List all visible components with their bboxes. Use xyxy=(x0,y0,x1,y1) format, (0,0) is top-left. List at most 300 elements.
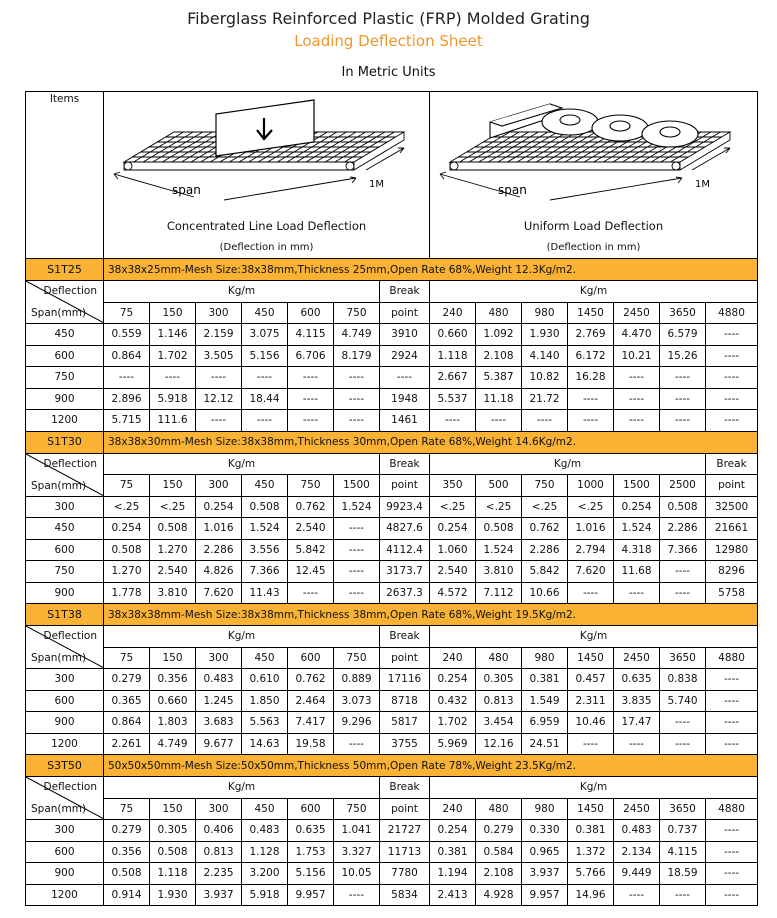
deflection-value-right: 0.254 xyxy=(430,820,476,842)
deflection-value-right: ---- xyxy=(614,367,660,389)
load-value-left: 300 xyxy=(196,475,242,497)
deflection-value-left: 1.270 xyxy=(150,539,196,561)
load-value-left: 600 xyxy=(288,647,334,669)
deflection-value-right: ---- xyxy=(706,388,758,410)
deflection-value-left: 5.156 xyxy=(288,863,334,885)
deflection-value-right: ---- xyxy=(706,367,758,389)
span-label: Span(mm) xyxy=(31,307,87,319)
deflection-value-right: <.25 xyxy=(568,496,614,518)
deflection-value-left: 1.041 xyxy=(334,820,380,842)
deflection-value-left: 10.05 xyxy=(334,863,380,885)
deflection-value-left: ---- xyxy=(334,884,380,906)
table-row xyxy=(26,863,758,885)
deflection-value-right: ---- xyxy=(660,884,706,906)
deflection-value-right: 2.794 xyxy=(568,539,614,561)
deflection-value-right: 0.457 xyxy=(568,669,614,691)
deflection-table xyxy=(25,91,758,906)
deflection-value-right: 3.454 xyxy=(476,712,522,734)
deflection-value-right: 5.766 xyxy=(568,863,614,885)
column-header-row xyxy=(26,453,758,475)
deflection-value-left: 5.918 xyxy=(150,388,196,410)
deflection-value-left: 0.508 xyxy=(150,841,196,863)
line-load-note: (Deflection in mm) xyxy=(219,242,314,253)
deflection-value-right: 0.330 xyxy=(522,820,568,842)
deflection-value-left: ---- xyxy=(288,410,334,432)
page-title: Fiberglass Reinforced Plastic (FRP) Molded Grating xyxy=(187,9,590,28)
load-value-right: 240 xyxy=(430,302,476,324)
deflection-value-right: <.25 xyxy=(522,496,568,518)
break-point-value: 3910 xyxy=(380,324,430,346)
deflection-value-left: 5.918 xyxy=(242,884,288,906)
deflection-value-right: 0.838 xyxy=(660,669,706,691)
width-label: 1M xyxy=(695,179,711,190)
break-point-value: 5817 xyxy=(380,712,430,734)
deflection-value-right: 1.372 xyxy=(568,841,614,863)
break-point-label: point xyxy=(380,302,430,324)
load-value-right: 2450 xyxy=(614,798,660,820)
span-label: Span(mm) xyxy=(31,803,87,815)
load-value-right: 2450 xyxy=(614,302,660,324)
deflection-value-left: ---- xyxy=(334,410,380,432)
load-value-right: 3650 xyxy=(660,647,706,669)
deflection-value-right: ---- xyxy=(706,712,758,734)
kgm-header-left: Kg/m xyxy=(104,453,380,475)
deflection-value-left: 7.366 xyxy=(242,561,288,583)
deflection-value-right: 3.937 xyxy=(522,863,568,885)
deflection-value-left: 2.261 xyxy=(104,733,150,755)
deflection-value-right: 11.18 xyxy=(476,388,522,410)
deflection-value-left: 9.957 xyxy=(288,884,334,906)
deflection-value-right: ---- xyxy=(660,410,706,432)
deflection-value-left: 0.914 xyxy=(104,884,150,906)
deflection-value-left: ---- xyxy=(196,367,242,389)
load-value-right: 1450 xyxy=(568,647,614,669)
load-value-right: 2450 xyxy=(614,647,660,669)
deflection-value-left: 1.016 xyxy=(196,518,242,540)
span-value: 1200 xyxy=(26,733,104,755)
break-point-label: point xyxy=(380,798,430,820)
span-value: 300 xyxy=(26,820,104,842)
load-value-right: 980 xyxy=(522,302,568,324)
deflection-label: Deflection xyxy=(43,457,97,470)
span-value: 300 xyxy=(26,669,104,691)
deflection-span-header xyxy=(26,626,104,669)
load-value-left: 150 xyxy=(150,798,196,820)
deflection-value-right: 11.68 xyxy=(614,561,660,583)
deflection-value-left: 3.937 xyxy=(196,884,242,906)
table-row xyxy=(26,669,758,691)
span-label: span xyxy=(498,183,527,197)
deflection-value-right: ---- xyxy=(568,410,614,432)
load-value-right: 350 xyxy=(430,475,476,497)
break-point-value: 1461 xyxy=(380,410,430,432)
deflection-span-header xyxy=(26,281,104,324)
table-row xyxy=(26,712,758,734)
span-value: 900 xyxy=(26,863,104,885)
deflection-value-left: <.25 xyxy=(150,496,196,518)
span-label: Span(mm) xyxy=(31,479,87,492)
span-value: 1200 xyxy=(26,884,104,906)
column-header-row xyxy=(26,626,758,648)
uniform-load-illustration xyxy=(430,92,758,259)
deflection-value-left: 1.270 xyxy=(104,561,150,583)
load-value-right: 4880 xyxy=(706,302,758,324)
deflection-value-left: 0.813 xyxy=(196,841,242,863)
deflection-value-right: 1.118 xyxy=(430,345,476,367)
deflection-value-right: ---- xyxy=(614,582,660,604)
deflection-value-right: 1.016 xyxy=(568,518,614,540)
kgm-header-right: Kg/m xyxy=(430,777,758,799)
deflection-value-right: 5.842 xyxy=(522,561,568,583)
deflection-value-right: ---- xyxy=(706,841,758,863)
deflection-value-left: 0.610 xyxy=(242,669,288,691)
deflection-value-left: 3.200 xyxy=(242,863,288,885)
deflection-value-right: ---- xyxy=(476,410,522,432)
break-point-value: ---- xyxy=(380,367,430,389)
load-value-left: 750 xyxy=(334,798,380,820)
deflection-value-left: ---- xyxy=(242,410,288,432)
deflection-value-right: 1.702 xyxy=(430,712,476,734)
deflection-value-right: ---- xyxy=(706,690,758,712)
deflection-value-left: 0.889 xyxy=(334,669,380,691)
deflection-value-right: ---- xyxy=(568,388,614,410)
deflection-value-right: 10.21 xyxy=(614,345,660,367)
load-value-right: 4880 xyxy=(706,798,758,820)
deflection-value-right: 21.72 xyxy=(522,388,568,410)
deflection-value-left: 1.524 xyxy=(242,518,288,540)
deflection-value-left: 5.842 xyxy=(288,539,334,561)
page-subtitle: Loading Deflection Sheet xyxy=(294,32,483,50)
deflection-value-right: 17.47 xyxy=(614,712,660,734)
deflection-value-left: 0.864 xyxy=(104,712,150,734)
deflection-value-right: ---- xyxy=(706,733,758,755)
load-value-right: 1450 xyxy=(568,302,614,324)
section-code: S1T30 xyxy=(26,431,104,453)
deflection-value-left: 1.803 xyxy=(150,712,196,734)
break-header-right: Break xyxy=(706,453,758,475)
load-value-right: 3650 xyxy=(660,798,706,820)
uniform-load-grating-icon xyxy=(430,92,756,217)
deflection-value-right: 4.318 xyxy=(614,539,660,561)
deflection-value-left: 0.508 xyxy=(104,863,150,885)
break-point-value: 8718 xyxy=(380,690,430,712)
uniform-load-note: (Deflection in mm) xyxy=(546,242,641,253)
load-value-left: 75 xyxy=(104,647,150,669)
load-value-left: 150 xyxy=(150,647,196,669)
deflection-value-right: 1.092 xyxy=(476,324,522,346)
deflection-value-right: 2.667 xyxy=(430,367,476,389)
deflection-value-right: 0.483 xyxy=(614,820,660,842)
span-value: 750 xyxy=(26,561,104,583)
deflection-value-left: 0.508 xyxy=(242,496,288,518)
deflection-value-left: 0.254 xyxy=(196,496,242,518)
deflection-value-right: 9.449 xyxy=(614,863,660,885)
load-value-right: 480 xyxy=(476,647,522,669)
deflection-value-left: 111.6 xyxy=(150,410,196,432)
deflection-value-right: 0.254 xyxy=(430,669,476,691)
deflection-value-left: 0.305 xyxy=(150,820,196,842)
table-row xyxy=(26,884,758,906)
deflection-value-right: ---- xyxy=(568,733,614,755)
column-header-row xyxy=(26,281,758,303)
deflection-value-right: 5.387 xyxy=(476,367,522,389)
section-code: S1T38 xyxy=(26,604,104,626)
table-row xyxy=(26,820,758,842)
deflection-value-right: 2.286 xyxy=(660,518,706,540)
break-point-value: 1948 xyxy=(380,388,430,410)
load-value-right: 240 xyxy=(430,647,476,669)
deflection-value-right: ---- xyxy=(660,733,706,755)
deflection-value-left: 0.356 xyxy=(104,841,150,863)
table-row xyxy=(26,841,758,863)
deflection-value-right: 1.930 xyxy=(522,324,568,346)
deflection-value-left: 1.702 xyxy=(150,345,196,367)
section-header-row xyxy=(26,431,758,453)
deflection-value-left: 0.365 xyxy=(104,690,150,712)
span-value: 600 xyxy=(26,539,104,561)
deflection-value-right: 0.660 xyxy=(430,324,476,346)
deflection-value-right: 5.969 xyxy=(430,733,476,755)
deflection-value-right: ---- xyxy=(660,561,706,583)
deflection-value-right: 3.835 xyxy=(614,690,660,712)
load-values-row xyxy=(26,647,758,669)
deflection-label: Deflection xyxy=(43,630,97,642)
deflection-value-right: 4.470 xyxy=(614,324,660,346)
section-code: S1T25 xyxy=(26,259,104,281)
deflection-value-right: 10.66 xyxy=(522,582,568,604)
deflection-value-right: ---- xyxy=(522,410,568,432)
deflection-value-left: 4.749 xyxy=(150,733,196,755)
load-value-left: 300 xyxy=(196,798,242,820)
deflection-value-left: ---- xyxy=(242,367,288,389)
span-value: 1200 xyxy=(26,410,104,432)
width-label: 1M xyxy=(369,179,384,190)
table-row xyxy=(26,582,758,604)
deflection-value-right: ---- xyxy=(706,863,758,885)
deflection-value-right: 5.740 xyxy=(660,690,706,712)
deflection-value-right: 4.140 xyxy=(522,345,568,367)
deflection-value-left: ---- xyxy=(334,367,380,389)
deflection-value-right: 0.381 xyxy=(568,820,614,842)
deflection-value-left: ---- xyxy=(288,388,334,410)
load-value-left: 450 xyxy=(242,475,288,497)
load-value-right: 2500 xyxy=(660,475,706,497)
load-value-left: 600 xyxy=(288,302,334,324)
deflection-value-left: 3.683 xyxy=(196,712,242,734)
deflection-value-left: 2.286 xyxy=(196,539,242,561)
deflection-value-right: 6.172 xyxy=(568,345,614,367)
load-value-left: 450 xyxy=(242,302,288,324)
deflection-value-right: 10.46 xyxy=(568,712,614,734)
span-value: 900 xyxy=(26,388,104,410)
deflection-value-right: ---- xyxy=(706,324,758,346)
section-header-row xyxy=(26,259,758,281)
deflection-value-left: 2.464 xyxy=(288,690,334,712)
deflection-value-left: 2.540 xyxy=(288,518,334,540)
load-value-left: 750 xyxy=(334,647,380,669)
deflection-value-right: 2.311 xyxy=(568,690,614,712)
deflection-value-right: 2.413 xyxy=(430,884,476,906)
table-row xyxy=(26,345,758,367)
deflection-value-left: 0.279 xyxy=(104,820,150,842)
deflection-value-right: ---- xyxy=(614,388,660,410)
deflection-value-left: 0.406 xyxy=(196,820,242,842)
deflection-value-left: <.25 xyxy=(104,496,150,518)
table-row xyxy=(26,690,758,712)
units-label: In Metric Units xyxy=(341,65,436,80)
load-values-row xyxy=(26,302,758,324)
break-point-value: 3755 xyxy=(380,733,430,755)
load-value-right: 500 xyxy=(476,475,522,497)
span-label: span xyxy=(172,183,201,197)
load-value-right: 240 xyxy=(430,798,476,820)
break-header: Break xyxy=(380,281,430,303)
deflection-value-left: 3.810 xyxy=(150,582,196,604)
deflection-value-left: 4.115 xyxy=(288,324,334,346)
deflection-value-left: 1.128 xyxy=(242,841,288,863)
load-value-left: 750 xyxy=(334,302,380,324)
deflection-value-right: 4.928 xyxy=(476,884,522,906)
deflection-value-left: 5.563 xyxy=(242,712,288,734)
deflection-value-right: 0.381 xyxy=(430,841,476,863)
deflection-value-left: 0.635 xyxy=(288,820,334,842)
kgm-header-right: Kg/m xyxy=(430,281,758,303)
break-point-value: 7780 xyxy=(380,863,430,885)
load-value-right: 1000 xyxy=(568,475,614,497)
load-value-right: 1450 xyxy=(568,798,614,820)
deflection-value-left: 4.749 xyxy=(334,324,380,346)
load-value-left: 450 xyxy=(242,798,288,820)
deflection-label: Deflection xyxy=(43,285,97,297)
deflection-value-right: 0.432 xyxy=(430,690,476,712)
load-value-left: 300 xyxy=(196,647,242,669)
deflection-value-left: 7.620 xyxy=(196,582,242,604)
deflection-value-left: 4.826 xyxy=(196,561,242,583)
deflection-value-left: 0.279 xyxy=(104,669,150,691)
break-point-value: 4827.6 xyxy=(380,518,430,540)
deflection-value-left: 1.850 xyxy=(242,690,288,712)
table-row xyxy=(26,410,758,432)
deflection-value-left: 0.508 xyxy=(104,539,150,561)
break-header: Break xyxy=(380,453,430,475)
deflection-value-left: 19.58 xyxy=(288,733,334,755)
uniform-load-caption: Uniform Load Deflection xyxy=(523,219,664,233)
deflection-value-right: ---- xyxy=(614,410,660,432)
illustration-row xyxy=(26,92,758,259)
deflection-value-right: 12.16 xyxy=(476,733,522,755)
deflection-value-left: ---- xyxy=(288,582,334,604)
deflection-value-right: 0.305 xyxy=(476,669,522,691)
deflection-value-right: 14.96 xyxy=(568,884,614,906)
deflection-value-left: 1.930 xyxy=(150,884,196,906)
column-header-row xyxy=(26,777,758,799)
deflection-value-left: 0.508 xyxy=(150,518,196,540)
load-value-left: 75 xyxy=(104,798,150,820)
deflection-value-right: ---- xyxy=(706,884,758,906)
deflection-value-right: 4.572 xyxy=(430,582,476,604)
break-point-value: 2924 xyxy=(380,345,430,367)
items-label: Items xyxy=(26,92,104,259)
load-value-left: 150 xyxy=(150,302,196,324)
deflection-value-left: ---- xyxy=(334,539,380,561)
load-value-left: 1500 xyxy=(334,475,380,497)
break-point-label: point xyxy=(380,647,430,669)
section-code: S3T50 xyxy=(26,755,104,777)
break-point-value: 3173.7 xyxy=(380,561,430,583)
deflection-value-left: 5.156 xyxy=(242,345,288,367)
load-values-row xyxy=(26,798,758,820)
deflection-value-right: ---- xyxy=(706,820,758,842)
span-value: 600 xyxy=(26,841,104,863)
deflection-value-right: ---- xyxy=(614,884,660,906)
deflection-value-left: 5.715 xyxy=(104,410,150,432)
span-label: Span(mm) xyxy=(31,652,87,664)
deflection-value-right: 5.537 xyxy=(430,388,476,410)
deflection-value-right: 7.366 xyxy=(660,539,706,561)
deflection-value-left: 1.778 xyxy=(104,582,150,604)
load-value-right: 1500 xyxy=(614,475,660,497)
kgm-header-left: Kg/m xyxy=(104,626,380,648)
table-row xyxy=(26,388,758,410)
deflection-value-left: 3.075 xyxy=(242,324,288,346)
deflection-value-left: 9.677 xyxy=(196,733,242,755)
deflection-value-right: <.25 xyxy=(430,496,476,518)
load-value-right: 980 xyxy=(522,798,568,820)
deflection-value-right: 1.060 xyxy=(430,539,476,561)
deflection-value-left: 0.762 xyxy=(288,669,334,691)
deflection-value-left: 9.296 xyxy=(334,712,380,734)
section-description: 38x38x25mm-Mesh Size:38x38mm,Thickness 25mm,Open Rate 68%,Weight 12.3Kg/m2. xyxy=(104,259,758,281)
deflection-value-right: 0.737 xyxy=(660,820,706,842)
break-point-label-right: point xyxy=(706,475,758,497)
kgm-header-left: Kg/m xyxy=(104,777,380,799)
deflection-value-right: ---- xyxy=(706,345,758,367)
deflection-value-right: 0.279 xyxy=(476,820,522,842)
deflection-value-left: ---- xyxy=(334,561,380,583)
deflection-value-right: 9.957 xyxy=(522,884,568,906)
span-value: 600 xyxy=(26,345,104,367)
section-description: 38x38x38mm-Mesh Size:38x38mm,Thickness 38mm,Open Rate 68%,Weight 19.5Kg/m2. xyxy=(104,604,758,626)
deflection-value-right: 7.112 xyxy=(476,582,522,604)
deflection-value-right: 0.254 xyxy=(614,496,660,518)
span-value: 750 xyxy=(26,367,104,389)
deflection-value-right: 15.26 xyxy=(660,345,706,367)
load-value-left: 75 xyxy=(104,302,150,324)
deflection-value-left: 6.706 xyxy=(288,345,334,367)
table-row xyxy=(26,539,758,561)
deflection-value-right: 1.549 xyxy=(522,690,568,712)
deflection-value-left: 0.864 xyxy=(104,345,150,367)
deflection-value-left: 2.540 xyxy=(150,561,196,583)
deflection-value-left: 12.45 xyxy=(288,561,334,583)
deflection-value-left: 18.44 xyxy=(242,388,288,410)
line-load-caption: Concentrated Line Load Deflection xyxy=(166,219,367,233)
deflection-value-left: ---- xyxy=(334,518,380,540)
deflection-value-right: ---- xyxy=(660,367,706,389)
deflection-value-right: ---- xyxy=(706,669,758,691)
deflection-value-left: ---- xyxy=(334,388,380,410)
deflection-value-right: 12980 xyxy=(706,539,758,561)
deflection-value-right: 0.762 xyxy=(522,518,568,540)
deflection-value-right: 1.194 xyxy=(430,863,476,885)
load-value-right: 3650 xyxy=(660,302,706,324)
deflection-value-left: 3.505 xyxy=(196,345,242,367)
span-value: 300 xyxy=(26,496,104,518)
table-row xyxy=(26,733,758,755)
span-value: 900 xyxy=(26,712,104,734)
deflection-value-left: 8.179 xyxy=(334,345,380,367)
deflection-value-right: 4.115 xyxy=(660,841,706,863)
